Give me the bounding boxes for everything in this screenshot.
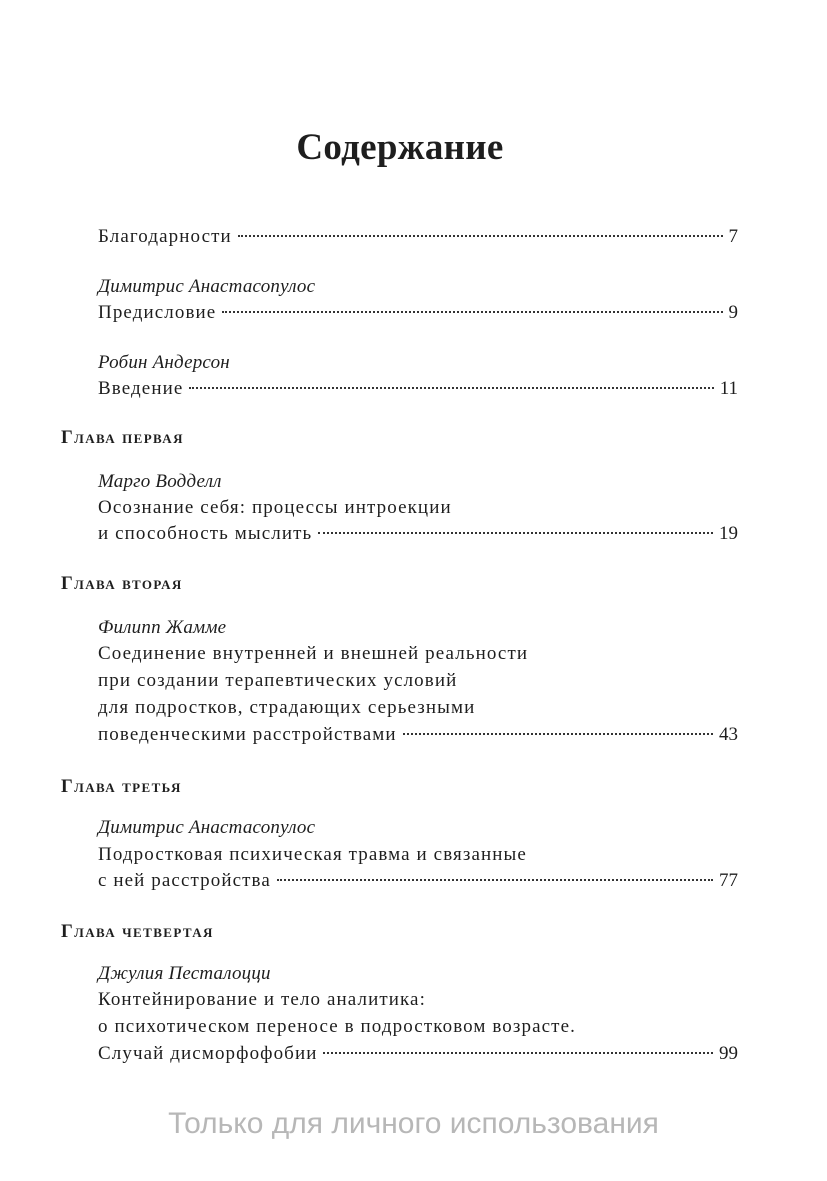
page-number: 11 [719, 378, 738, 399]
toc-entry-chapter-4[interactable] [98, 1041, 738, 1067]
page-number: 7 [728, 226, 738, 247]
entry-author: Димитрис Анастасопулос [98, 817, 316, 838]
entry-author: Димитрис Анастасопулос [98, 276, 316, 297]
entry-author: Джулия Песталоцци [98, 963, 271, 984]
toc-entry-preface[interactable] [98, 300, 738, 326]
entry-title-line: Случай дисморфофобии [98, 1043, 318, 1064]
entry-title-line: Соединение внутренней и внешней реальности [98, 643, 529, 664]
leader-dots [222, 311, 722, 313]
leader-dots [277, 879, 713, 881]
entry-title-line: поведенческими расстройствами [98, 724, 397, 745]
entry-title: Предисловие [98, 302, 217, 323]
entry-title-line: и способность мыслить [98, 523, 313, 544]
entry-author: Марго Водделл [98, 471, 222, 492]
entry-title-line: для подростков, страдающих серьезными [98, 697, 476, 718]
toc-entry-chapter-2[interactable] [98, 722, 738, 748]
entry-author: Филипп Жамме [98, 617, 227, 638]
chapter-heading-4: Глава четвертая [61, 922, 214, 942]
entry-title-line: при создании терапевтических условий [98, 670, 458, 691]
entry-title-line: Подростковая психическая травма и связанные [98, 844, 527, 865]
page-title: Содержание [296, 127, 504, 168]
toc-entry-chapter-3[interactable] [98, 868, 738, 894]
page-number: 43 [719, 724, 738, 745]
leader-dots [189, 387, 713, 389]
entry-title: Введение [98, 378, 184, 399]
toc-entry-chapter-1[interactable] [98, 521, 738, 547]
page-number: 19 [719, 523, 738, 544]
watermark-text: Только для личного использования [168, 1107, 659, 1140]
chapter-heading-3: Глава третья [61, 777, 182, 797]
chapter-heading-2: Глава вторая [61, 574, 183, 594]
entry-title-line: с ней расстройства [98, 870, 271, 891]
entry-title-line: о психотическом переносе в подростковом возрасте. [98, 1016, 576, 1037]
chapter-heading-1: Глава первая [61, 428, 184, 448]
entry-author: Робин Андерсон [98, 352, 230, 373]
entry-title-line: Контейнирование и тело аналитика: [98, 989, 426, 1010]
toc-entry-acknowledgements[interactable] [98, 224, 738, 250]
leader-dots [323, 1052, 713, 1054]
toc-entry-introduction[interactable] [98, 376, 738, 402]
page-number: 77 [719, 870, 738, 891]
page-number: 99 [719, 1043, 738, 1064]
leader-dots [403, 733, 713, 735]
leader-dots [238, 235, 723, 237]
entry-title: Благодарности [98, 226, 232, 247]
leader-dots [318, 532, 713, 534]
entry-title-line: Осознание себя: процессы интроекции [98, 497, 452, 518]
page-number: 9 [728, 302, 738, 323]
